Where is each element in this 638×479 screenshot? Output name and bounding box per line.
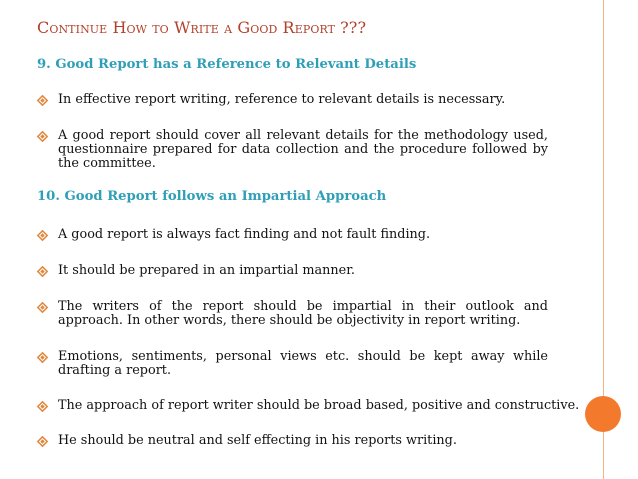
bullet-text: A good report should cover all relevant details for the methodology used, questionnaire prepared for data collection and the procedure followed by the committee.	[58, 128, 548, 171]
bullet-icon	[37, 95, 48, 106]
section-heading-9: 9. Good Report has a Reference to Relevant Details	[37, 57, 417, 72]
bullet-icon	[37, 352, 48, 363]
bullet-icon	[37, 401, 48, 412]
bullet-text: Emotions, sentiments, personal views etc. should be kept away while drafting a report.	[58, 349, 548, 378]
bullet-icon	[37, 436, 48, 447]
bullet-icon	[37, 131, 48, 142]
bullet-icon	[37, 230, 48, 241]
bullet-text: In effective report writing, reference to relevant details is necessary.	[58, 92, 506, 107]
bullet-text: He should be neutral and self effecting in his reports writing.	[58, 433, 457, 448]
bullet-icon	[37, 302, 48, 313]
slide-title-suffix: ???	[340, 18, 367, 37]
bullet-text: The writers of the report should be impartial in their outlook and approach. In other words, there should be objectivity in report writing.	[58, 299, 548, 328]
bullet-text: The approach of report writer should be broad based, positive and constructive.	[58, 398, 580, 413]
bullet-icon	[37, 266, 48, 277]
slide-title	[37, 18, 366, 37]
bullet-text: A good report is always fact finding and not fault finding.	[58, 227, 431, 242]
slide-title-main: Continue How to Write a Good Report	[37, 18, 336, 37]
section-heading-10: 10. Good Report follows an Impartial Approach	[37, 189, 387, 204]
orange-circle-decoration	[585, 396, 621, 432]
bullet-text: It should be prepared in an impartial manner.	[58, 263, 355, 278]
